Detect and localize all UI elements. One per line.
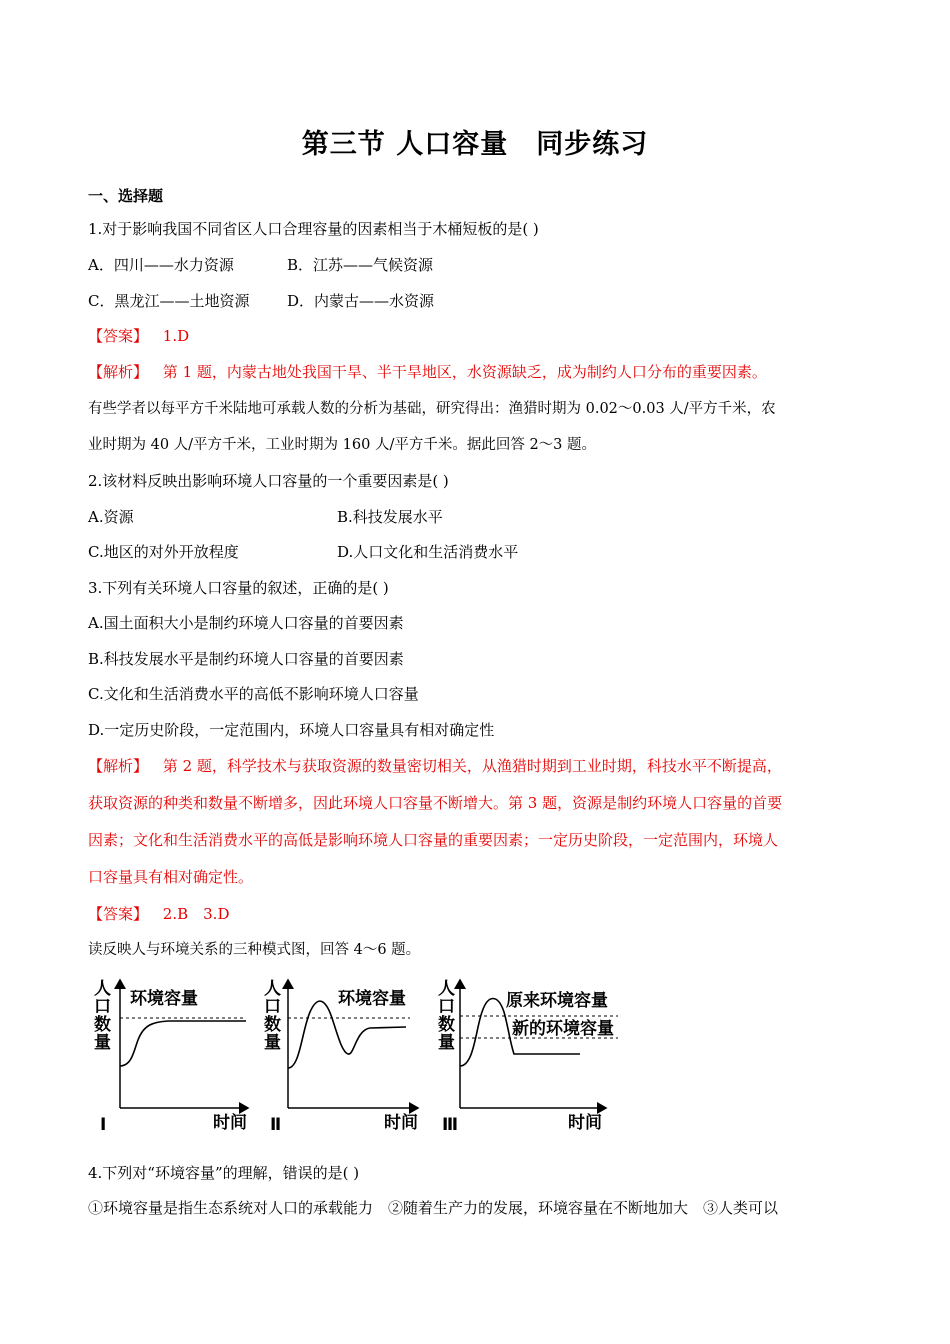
material-line-1: 有些学者以每平方千米陆地可承载人数的分析为基础，研究得出：渔猎时期为 0.02～0.03 人/平方千米，农 <box>88 401 776 417</box>
panel-roman-numeral: Ⅲ <box>442 1115 459 1135</box>
y-label-char: 量 <box>94 1033 111 1053</box>
y-label-char: 数 <box>438 1015 455 1035</box>
explanation-line-1: 第 2 题，科学技术与获取资源的数量密切相关，从渔猎时期到工业时期，科技水平不断提高， <box>162 757 782 775</box>
answer-tag: 【答案】 <box>88 327 149 345</box>
environment-capacity-figure <box>88 970 648 1138</box>
explanation-line-3: 因素；文化和生活消费水平的高低是影响环境人口容量的重要因素；一定历史阶段，一定范围内，环境人 <box>88 831 779 849</box>
y-label-char: 数 <box>94 1015 111 1035</box>
q2-stem: 2.该材料反映出影响环境人口容量的一个重要因素是( ) <box>88 472 449 490</box>
section-heading: 一、选择题 <box>88 187 164 205</box>
q3-option-c: C.文化和生活消费水平的高低不影响环境人口容量 <box>88 685 419 703</box>
q2-option-c: C.地区的对外开放程度 <box>88 543 239 561</box>
y-label-char: 数 <box>264 1015 281 1035</box>
answer-text: 1.D <box>162 327 190 345</box>
q2-option-b: B.科技发展水平 <box>337 508 443 526</box>
panel-roman-numeral: Ⅱ <box>270 1115 282 1135</box>
panel-roman-numeral: Ⅰ <box>100 1115 107 1135</box>
y-label-char: 人 <box>94 979 111 999</box>
y-label-char: 人 <box>264 979 281 999</box>
explanation-tag: 【解析】 <box>88 757 149 775</box>
population-curve <box>288 1001 406 1068</box>
population-curve <box>120 1021 246 1066</box>
material-line-2: 业时期为 40 人/平方千米，工业时期为 160 人/平方千米。据此回答 2～3 题。 <box>88 437 597 453</box>
y-label-char: 人 <box>438 979 455 999</box>
x-axis-label: 时间 <box>568 1113 602 1133</box>
q1-option-c: C．黑龙江——土地资源 <box>88 292 250 310</box>
q1-option-d: D．内蒙古——水资源 <box>287 292 435 310</box>
capacity-label: 环境容量 <box>130 989 198 1009</box>
q4-statements: ①环境容量是指生态系统对人口的承载能力 ②随着生产力的发展，环境容量在不断地加大 ③人类可以 <box>88 1199 779 1217</box>
capacity-label: 环境容量 <box>338 989 406 1009</box>
new-capacity-label: 新的环境容量 <box>512 1019 614 1039</box>
q2-option-a: A.资源 <box>88 508 134 526</box>
page-title: 第三节 人口容量 同步练习 <box>301 129 649 160</box>
answer-tag: 【答案】 <box>88 905 149 923</box>
explanation-1 <box>88 362 767 382</box>
q1-stem: 1.对于影响我国不同省区人口合理容量的因素相当于木桶短板的是( ) <box>88 220 539 238</box>
explanation-line-2: 获取资源的种类和数量不断增多，因此环境人口容量不断增大。第 3 题，资源是制约环境人口容量的首要 <box>88 794 783 812</box>
y-label-char: 口 <box>264 997 281 1017</box>
y-label-char: 量 <box>264 1033 281 1053</box>
graph-panel-2 <box>264 979 418 1135</box>
q1-option-a: A．四川——水力资源 <box>88 256 234 274</box>
explanation-line-4: 口容量具有相对确定性。 <box>88 868 254 886</box>
answer-2-3 <box>88 904 229 924</box>
q4-stem: 4.下列对“环境容量”的理解，错误的是( ) <box>88 1164 360 1182</box>
answer-1 <box>88 326 189 346</box>
explanation-tag: 【解析】 <box>88 363 149 381</box>
answer-text: 2.B 3.D <box>162 905 230 923</box>
graph-panel-3 <box>438 979 618 1135</box>
q1-option-b: B．江苏——气候资源 <box>287 256 434 274</box>
x-axis-label: 时间 <box>384 1113 418 1133</box>
x-axis-label: 时间 <box>213 1113 247 1133</box>
explanation-2-3 <box>88 756 782 776</box>
figure-intro: 读反映人与环境关系的三种模式图，回答 4～6 题。 <box>88 942 421 958</box>
old-capacity-label: 原来环境容量 <box>506 991 608 1011</box>
q3-stem: 3.下列有关环境人口容量的叙述，正确的是( ) <box>88 579 389 597</box>
q3-option-a: A.国土面积大小是制约环境人口容量的首要因素 <box>88 614 404 632</box>
graph-panel-1 <box>94 979 248 1135</box>
q2-option-d: D.人口文化和生活消费水平 <box>337 543 519 561</box>
y-label-char: 量 <box>438 1033 455 1053</box>
q3-option-d: D.一定历史阶段，一定范围内，环境人口容量具有相对确定性 <box>88 721 495 739</box>
explanation-text: 第 1 题，内蒙古地处我国干旱、半干旱地区，水资源缺乏，成为制约人口分布的重要因素。 <box>162 363 767 381</box>
y-label-char: 口 <box>438 997 455 1017</box>
q3-option-b: B.科技发展水平是制约环境人口容量的首要因素 <box>88 650 404 668</box>
y-label-char: 口 <box>94 997 111 1017</box>
